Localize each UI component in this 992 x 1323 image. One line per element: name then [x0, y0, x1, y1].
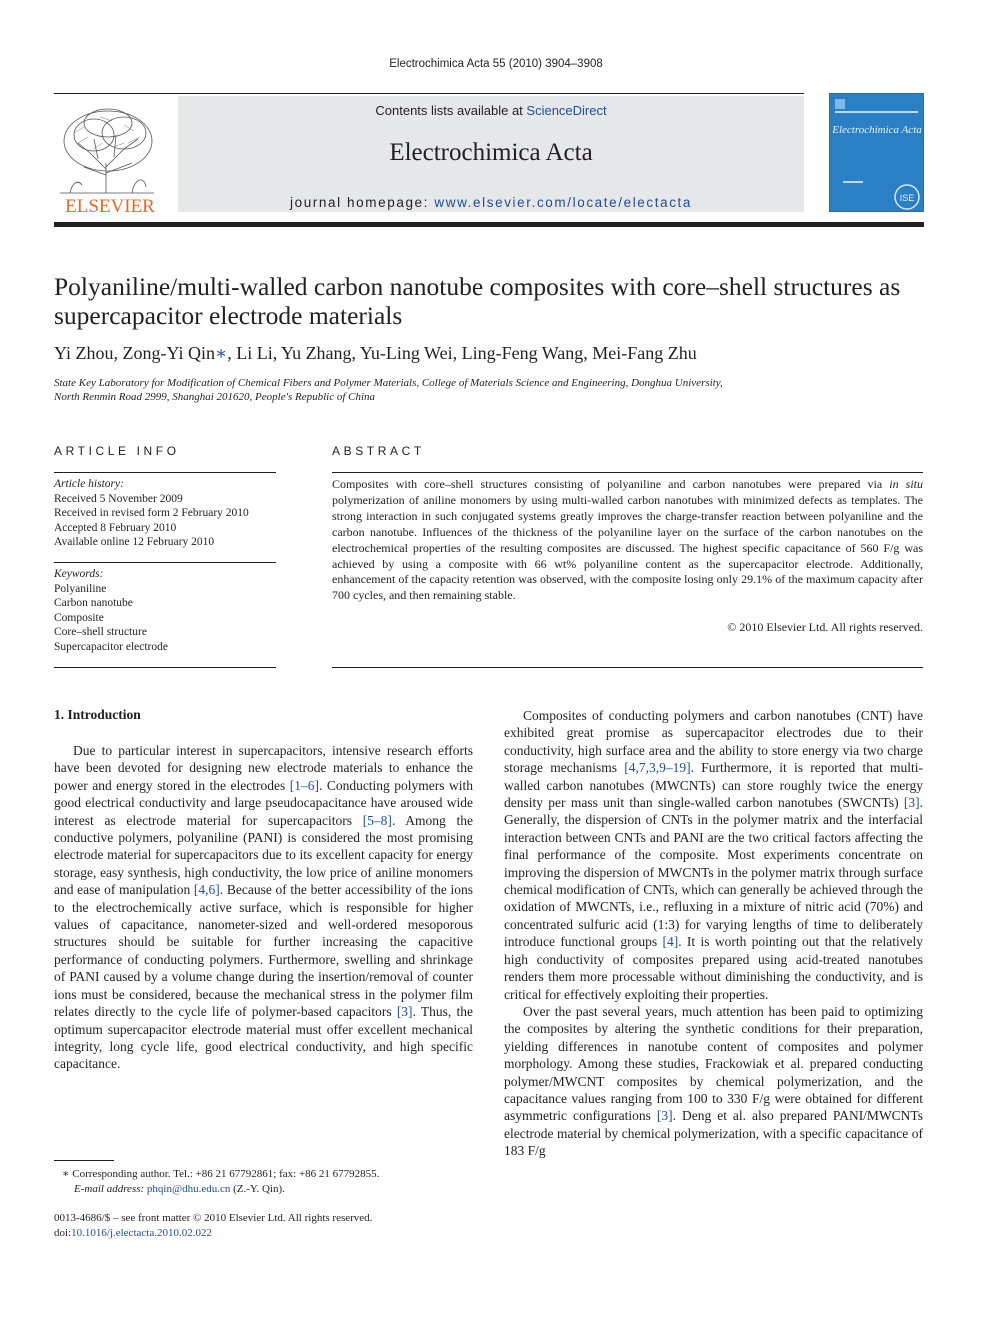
- citation-link[interactable]: [5–8]: [362, 812, 392, 828]
- affiliation-line-1: State Key Laboratory for Modification of Chemical Fibers and Polymer Materials, College of Materials Science and Engineering, Donghua University,: [54, 377, 723, 389]
- footnote-corr: Corresponding author. Tel.: +86 21 67792861; fax: +86 21 67792855.: [69, 1168, 380, 1180]
- abstract-part-1: Composites with core–shell structures consisting of polyaniline and carbon nanotubes were prepared via: [332, 477, 890, 491]
- citation-link[interactable]: [3]: [396, 1004, 413, 1020]
- citation-link[interactable]: [3]: [656, 1108, 673, 1124]
- elsevier-tree-icon: [54, 103, 166, 215]
- footnote-line: [54, 1167, 474, 1182]
- abstract-part-2: polymerization of aniline monomers by using multi-walled carbon nanotubes with minimized defects as templates. The strong interaction in such conjugated systems greatly improves the charge-transfer reaction between polyaniline and the carbon nanotube. Influences of the thickness of the polyaniline layer on the surface of the carbon nanotubes on the electrochemical properties of the resulting composites are discussed. The highest specific capacitance of 560 F/g was achieved by using a composite with 66 wt% polyaniline content as the supercapacitor electrode. Additionally, enhancement of the capacity retention was observed, with the composite losing only 29.1% of the maximum capacity after 700 cycles, and then remaining stable.: [332, 492, 923, 603]
- affiliation-line-2: North Renmin Road 2999, Shanghai 201620, People's Republic of China: [54, 391, 376, 403]
- citation-link[interactable]: [3]: [903, 795, 920, 811]
- footnote-mark: ∗: [62, 1168, 70, 1180]
- body-text: . Generally, the dispersion of CNTs in the polymer matrix and the interfacial interaction between CNTs and PANI are the two critical factors affecting the final performance of the composite. Most experiments concentrate on improving the dispersion of MWCNTs in the polymer matrix through surface chemical modification of CNTs, which can generally be achieved through the oxidation of MWCNTs, i.e., refluxing in a mixture of nitric acid (70%) and concentrated sulfuric acid (1:3) for varying lengths of time to deliberately introduce functional groups: [504, 795, 923, 950]
- body-paragraph: [54, 742, 473, 1073]
- authors-first: Yi Zhou, Zong-Yi Qin: [54, 343, 215, 363]
- citation-link[interactable]: [4]: [662, 934, 679, 950]
- citation-link[interactable]: [4,7,3,9–19]: [624, 760, 691, 776]
- homepage-prefix: journal homepage:: [289, 195, 435, 210]
- abstract-rule-bottom: [332, 667, 923, 668]
- article-history: [54, 477, 276, 550]
- front-matter-footer: [54, 1211, 474, 1240]
- abstract-rule-top: [332, 472, 923, 473]
- abstract-in-situ: in situ: [889, 477, 924, 491]
- article-title: Polyaniline/multi-walled carbon nanotube composites with core–shell structures as supercapacitor electrode materials: [54, 272, 901, 330]
- citation-link[interactable]: [1–6]: [289, 777, 319, 793]
- history-item: Received 5 November 2009: [54, 492, 183, 505]
- body-text: Due to particular interest in supercapacitors, intensive research efforts have been devoted for designing new electrode materials to enhance the power and energy stored in the electrodes: [54, 743, 473, 793]
- keyword-item: Polyaniline: [54, 582, 107, 595]
- issn-line: 0013-4686/$ – see front matter © 2010 Elsevier Ltd. All rights reserved.: [54, 1212, 373, 1224]
- keyword-item: Supercapacitor electrode: [54, 640, 168, 653]
- cover-title: Electrochimica Acta: [832, 124, 922, 136]
- journal-cover-image: [829, 93, 924, 212]
- journal-cover[interactable]: [829, 93, 924, 212]
- citation-link[interactable]: [4,6]: [193, 882, 220, 898]
- journal-reference: Electrochimica Acta 55 (2010) 3904–3908: [389, 58, 603, 70]
- body-text: . Furthermore, it is reported that multi-walled carbon nanotubes (MWCNTs) can store roughly twice the energy density per mass unit than single-walled carbon nanotubes (SWCNTs): [504, 760, 923, 811]
- author-list: [54, 343, 924, 364]
- abstract-heading: ABSTRACT: [332, 444, 425, 458]
- keyword-item: Carbon nanotube: [54, 597, 133, 609]
- history-label: Article history:: [54, 478, 124, 490]
- body-right-column: [504, 707, 923, 1160]
- doi-line: [54, 1226, 474, 1241]
- cover-badge: ISE: [899, 193, 915, 203]
- keywords-label: Keywords:: [54, 568, 104, 580]
- body-text: . Thus, the optimum supercapacitor electrode material must offer excellent mechanical integrity, long cycle life, good electrical conductivity, and high specific capacitance.: [54, 1004, 473, 1072]
- header-bottom-rule: [54, 222, 924, 227]
- email-label: E-mail address:: [74, 1182, 147, 1195]
- body-text: . Conducting polymers with good electrical conductivity and large pseudocapacitance have aroused wide interest as electrode material for supercapacitors: [54, 777, 473, 828]
- article-info-heading: ARTICLE INFO: [54, 444, 180, 458]
- body-text: . Among the conductive polymers, polyaniline (PANI) is considered the most promising electrode material for supercapacitors due to its excellent capacity for energy storage, easy synthesis, high conductivity, the low price of aniline monomers and ease of manipulation: [54, 812, 473, 898]
- corresponding-author-footnote: [54, 1167, 474, 1196]
- keyword-item: Composite: [54, 611, 104, 624]
- keyword-item: Core–shell structure: [54, 626, 147, 638]
- body-text: . It is worth pointing out that the relatively high conductivity of composites prepared using acid-treated nanotubes renders them more processable without diminishing the conductivity, and is critical for effectively exploiting their properties.: [504, 934, 923, 1002]
- doi-label: doi:: [54, 1226, 72, 1239]
- journal-homepage: [178, 195, 804, 210]
- contents-prefix: Contents lists available at: [375, 103, 527, 118]
- sciencedirect-link[interactable]: ScienceDirect: [526, 103, 607, 118]
- article-info-rule-top: [54, 472, 276, 473]
- homepage-link[interactable]: www.elsevier.com/locate/electacta: [434, 195, 693, 210]
- footnote-email-line: [54, 1182, 474, 1197]
- body-text: Over the past several years, much attention has been paid to optimizing the composites by altering the synthetic conditions for their preparation, yielding differences in nanotube content of composites and polymer morphology. Among these studies, Frackowiak et al. prepared conducting polymer/MWCNT composites by chemical polymerization, and the capacitance values ranging from 100 to 330 F/g were obtained for different asymmetric configurations: [504, 1003, 923, 1124]
- history-item: Available online 12 February 2010: [54, 536, 215, 548]
- email-suffix: (Z.-Y. Qin).: [230, 1182, 285, 1195]
- email-link[interactable]: phqin@dhu.edu.cn: [146, 1182, 231, 1195]
- body-text: Composites of conducting polymers and carbon nanotubes (CNT) have exhibited great promise as supercapacitor electrodes due to their conductivity, high surface area and the ability to store energy via two charge storage mechanisms: [504, 708, 923, 776]
- footnote-rule: [54, 1160, 114, 1161]
- keywords: [54, 567, 276, 654]
- contents-line: [178, 103, 804, 118]
- elsevier-logo[interactable]: [54, 103, 166, 215]
- body-paragraph: [504, 1003, 923, 1160]
- authors-rest: , Li Li, Yu Zhang, Yu-Ling Wei, Ling-Feng Wang, Mei-Fang Zhu: [227, 343, 697, 363]
- article-info-rule-mid: [54, 562, 276, 563]
- history-item: Accepted 8 February 2010: [54, 521, 177, 534]
- doi-link[interactable]: 10.1016/j.electacta.2010.02.022: [71, 1226, 212, 1239]
- section-heading-introduction: 1. Introduction: [54, 707, 141, 722]
- body-text: . Deng et al. also prepared PANI/MWCNTs electrode material by chemical polymerization, with a specific capacitance of 183 F/g: [504, 1108, 923, 1159]
- article-info-rule-bottom: [54, 667, 276, 668]
- affiliation: [54, 376, 924, 404]
- body-text: . Because of the better accessibility of the ions to the electrochemically active surface, which is responsible for higher values of capacitance, nanometer-sized and well-ordered mesoporous structures should be suitable for further increasing the capacitive performance of conducting polymers. Furthermore, swelling and shrinkage of PANI caused by a volume change during the insertion/removal of counter ions must be considered, because the mechanical stress in the polymer film relates directly to the cycle life of polymer-based capacitors: [54, 882, 473, 1020]
- elsevier-wordmark: ELSEVIER: [65, 196, 155, 215]
- history-item: Received in revised form 2 February 2010: [54, 507, 249, 519]
- body-paragraph: [504, 707, 923, 1003]
- body-left-column: [54, 742, 473, 1073]
- abstract-text: [332, 477, 923, 604]
- journal-title: Electrochimica Acta: [389, 139, 593, 166]
- header-top-rule: [54, 93, 804, 94]
- abstract-copyright: © 2010 Elsevier Ltd. All rights reserved.: [727, 620, 923, 634]
- corresponding-author-mark[interactable]: ∗: [215, 343, 228, 363]
